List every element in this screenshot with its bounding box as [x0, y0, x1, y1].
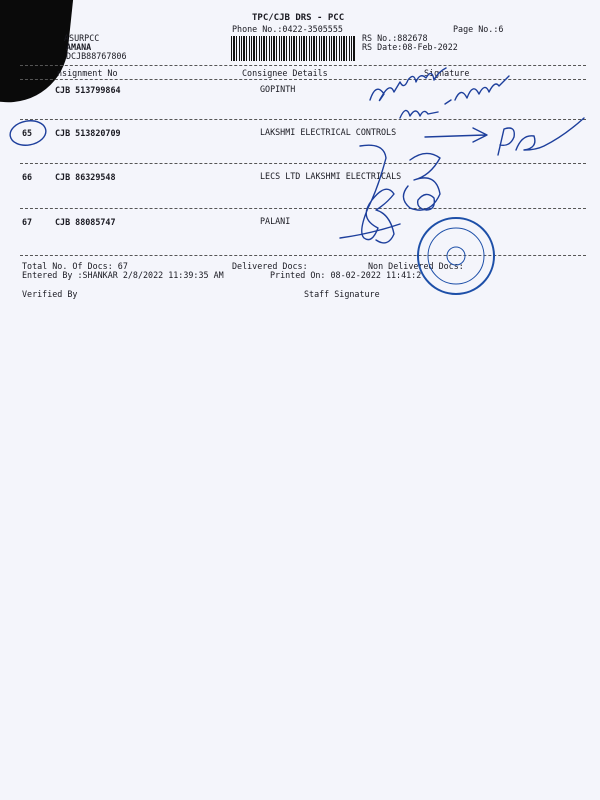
- handwritten-note: [400, 76, 509, 118]
- divider: [20, 79, 586, 80]
- consignment-number: CJB 513820709: [55, 128, 121, 138]
- total-docs: Total No. Of Docs: 67: [22, 261, 128, 271]
- consignee-name: PALANI: [260, 216, 291, 226]
- consignment-number: CJB 513799864: [55, 85, 121, 95]
- consignment-number: CJB 88085747: [55, 217, 116, 227]
- column-signature: Signature: [424, 68, 470, 78]
- barcode: [231, 36, 355, 61]
- page-number: Page No.:6: [453, 24, 504, 34]
- row-number: 66: [22, 172, 33, 182]
- phone-number: Phone No.:0422-3505555: [232, 24, 343, 34]
- consignment-number: CJB 86329548: [55, 172, 116, 182]
- header-left-line2: AMANA: [66, 42, 92, 52]
- staff-signature: Staff Signature: [304, 289, 380, 299]
- non-delivered-docs: Non Delivered Docs:: [368, 261, 464, 271]
- delivered-docs: Delivered Docs:: [232, 261, 308, 271]
- rs-date: RS Date:08-Feb-2022: [362, 42, 458, 52]
- divider: [20, 65, 586, 66]
- column-consignee-details: Consignee Details: [242, 68, 328, 78]
- row-number: 65: [22, 128, 33, 138]
- rs-number: RS No.:882678: [362, 33, 428, 43]
- initials-mark: [498, 118, 584, 155]
- verified-by: Verified By: [22, 289, 78, 299]
- row-divider: [20, 255, 586, 256]
- column-consignment-no: nsignment No: [57, 68, 118, 78]
- row-number: 67: [22, 217, 33, 227]
- signature-scribble: [340, 145, 440, 243]
- printed-on: Printed On: 08-02-2022 11:41:2: [270, 270, 422, 280]
- consignee-name: GOPINTH: [260, 84, 296, 94]
- header-left-line1: ASURPCC: [64, 33, 100, 43]
- header-left-line3: DCJB88767806: [66, 51, 127, 61]
- row-divider: [20, 163, 586, 164]
- row-divider: [20, 119, 586, 120]
- company-stamp: [418, 218, 494, 294]
- entered-by: Entered By :SHANKAR 2/8/2022 11:39:35 AM: [22, 270, 224, 280]
- arrow-mark: [425, 128, 487, 142]
- consignee-name: LECS LTD LAKSHMI ELECTRICALS: [260, 171, 402, 181]
- report-title: TPC/CJB DRS - PCC: [252, 13, 345, 23]
- row-divider: [20, 208, 586, 209]
- consignee-name: LAKSHMI ELECTRICAL CONTROLS: [260, 127, 397, 137]
